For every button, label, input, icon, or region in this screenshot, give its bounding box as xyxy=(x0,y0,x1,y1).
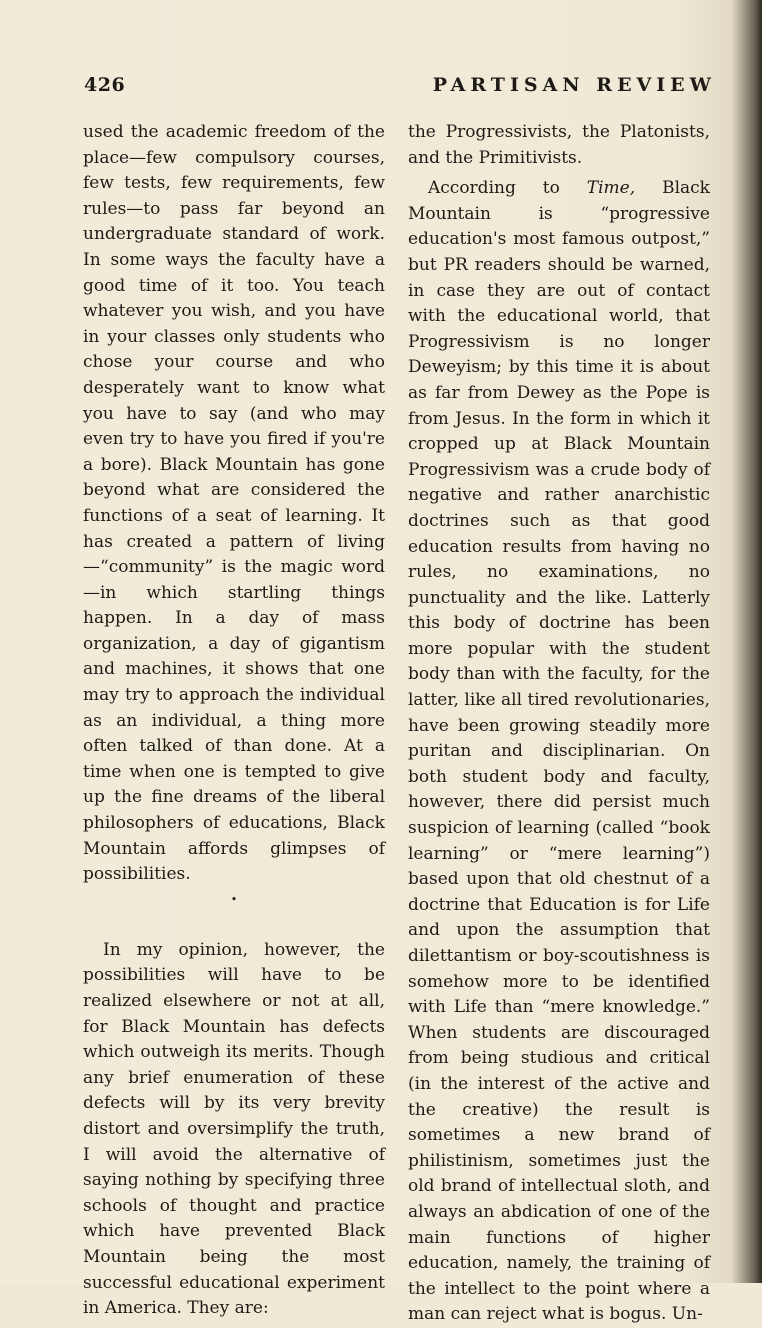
text-run: Black Mountain is “progressive education's most famous outpost,” but PR readers should be warned, in case they are out of contact with the educational world, that Progressivism is no longer Deweyism; by this time it is about as far from Dewey as the Pope is from Jesus. In the form in which it cropped up at Black Mountain Progressivism was a crude body of negative and rather anarchistic doctrines such as that good education results from having no rules, no examinations, no punctuality and the like. Latterly this body of doctrine has been more popular with the student body than with the faculty, for the latter, like all tired revolutionaries, have been growing steadily more puritan and disciplinarian. On both student body and faculty, however, there did persist much suspicion of learning (called “book learning” or “mere learning”) based upon that old chestnut of a doctrine that Education is for Life and upon the assumption that dilettantism or boy-scoutishness is somehow more to be identified with Life than “mere knowledge.” When students are discouraged from being studious and critical (in the interest of the active and the creative) the result is sometimes a new brand of philistinism, sometimes just the old brand of intellectual sloth, and always an abdication of one of the main functions of higher education, namely, the training of the intellect to the point where a man can reject what is bogus. Un- xyxy=(408,178,710,1325)
text-run: According to xyxy=(428,178,587,199)
paragraph: used the academic freedom of the place—few compulsory courses, few tests, few requirements, few rules—to pass far beyond an undergraduate standard of work. In some ways the faculty have a good time of it too. You teach whatever you wish, and you have in your classes only students who chose your course and who desperately want to know what you have to say (and who may even try to have you fired if you're a bore). Black Mountain has gone beyond what are considered the functions of a seat of learning. It has created a pattern of living—“community” is the magic word—in which startling things happen. In a day of mass organization, a day of gigantism and machines, it shows that one may try to approach the individual as an individual, a thing more often talked of than done. At a time when one is tempted to give up the fine dreams of the liberal philosophers of educations, Black Mountain affords glimpses of possibilities. xyxy=(83,122,385,885)
running-head: PARTISAN REVIEW xyxy=(432,74,716,96)
page-header xyxy=(84,74,716,104)
left-column xyxy=(83,120,385,1322)
paragraph: the Progressivists, the Platonists, and the Primitivists. xyxy=(408,122,710,168)
paragraph xyxy=(408,176,710,1328)
section-ornament: • xyxy=(230,892,238,906)
page-number: 426 xyxy=(84,74,126,96)
paragraph: In my opinion, however, the possibilities will have to be realized elsewhere or not at all, for Black Mountain has defects which outweigh its merits. Though any brief enumeration of these defects will by its very brevity distort and oversimplify the truth, I will avoid the alternative of saying nothing by specifying three schools of thought and practice which have prevented Black Mountain being the most successful educational experiment in America. They are: xyxy=(83,939,385,1319)
italic-magazine-title: Time, xyxy=(586,178,636,199)
right-column xyxy=(408,120,710,1328)
